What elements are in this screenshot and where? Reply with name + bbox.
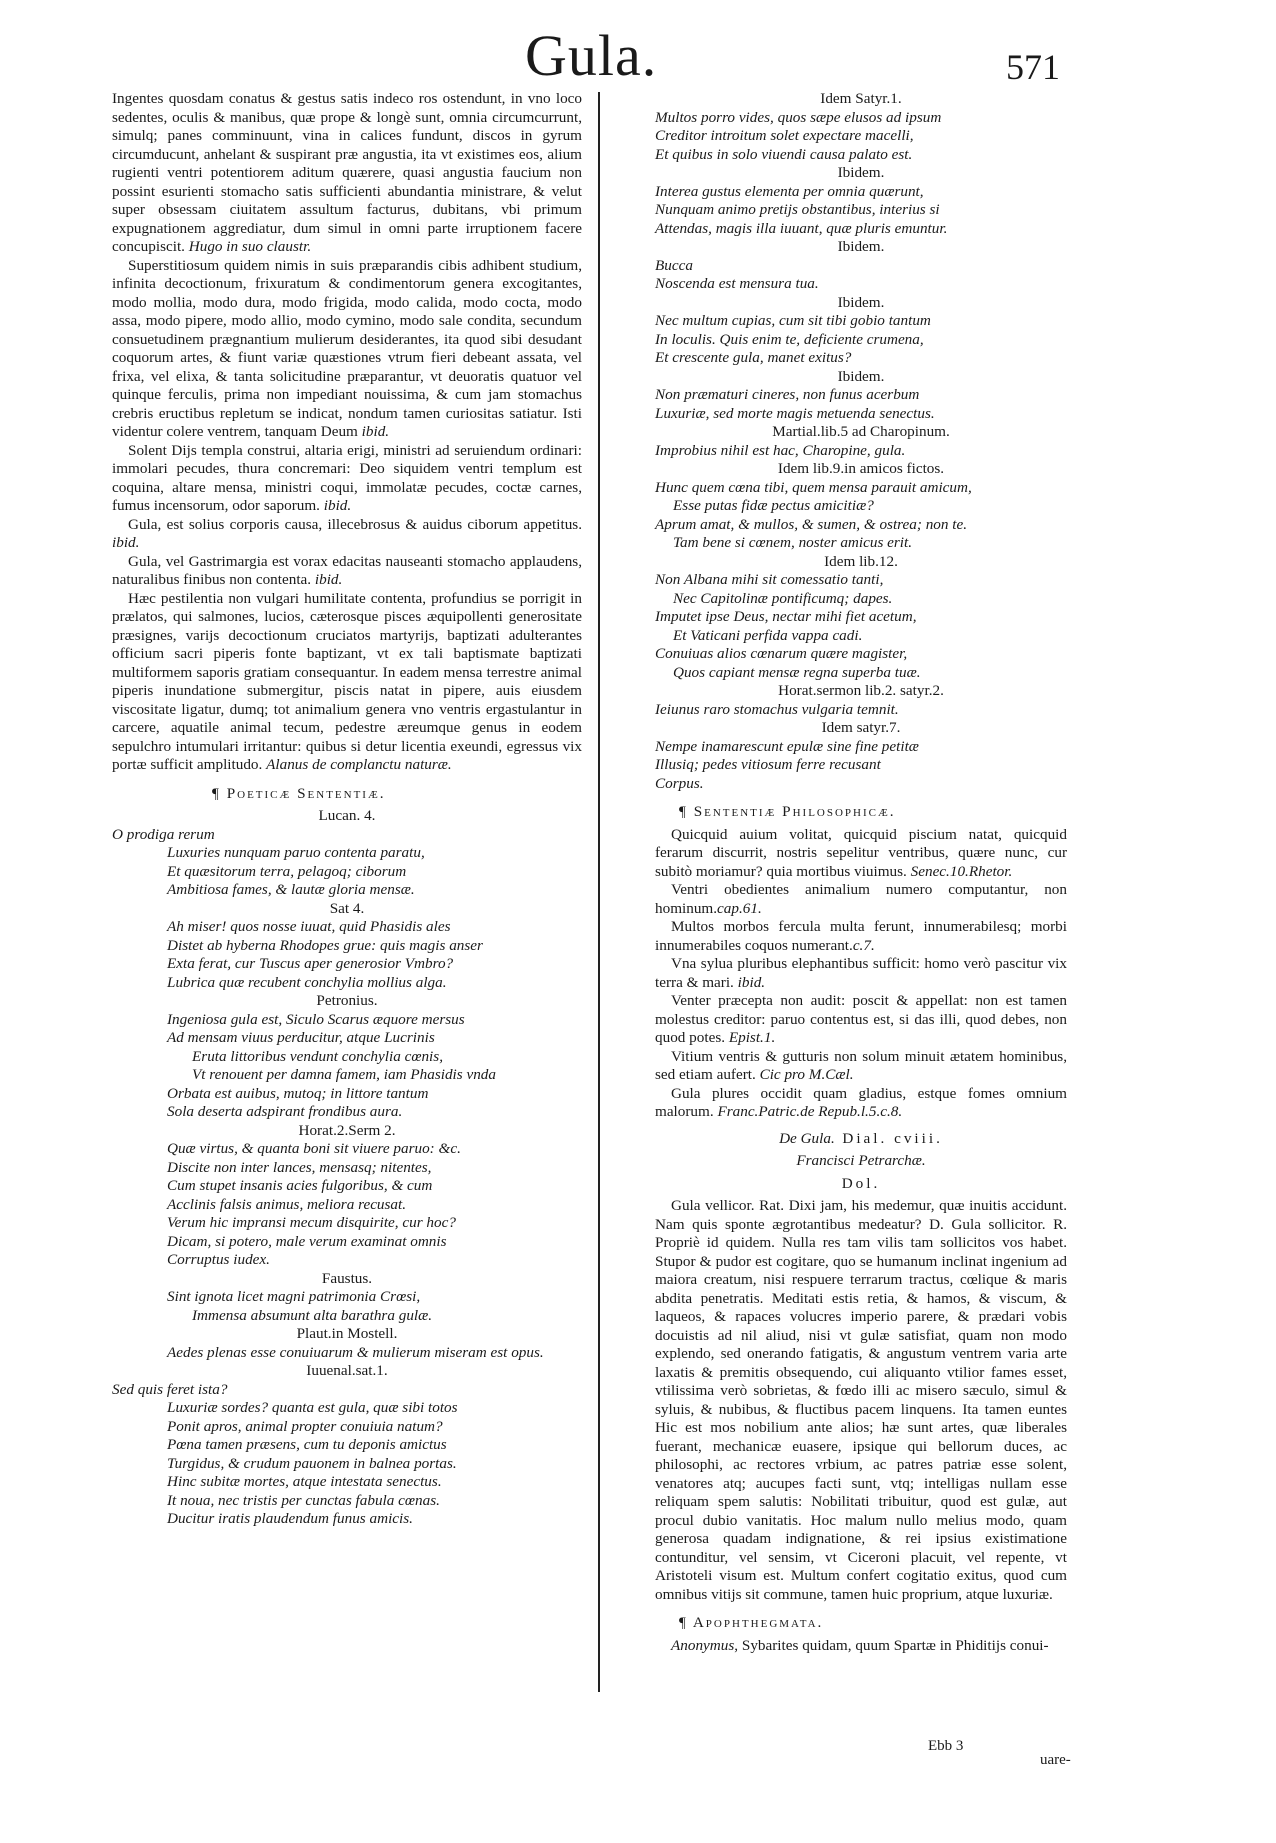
verse-line: Nec Capitolinæ pontificumq; dapes. [673, 589, 893, 607]
source-heading: Ibidem. [837, 238, 885, 255]
verse-line: Conuiuas alios cœnarum quære magister, [655, 645, 908, 662]
verse-line: Dicam, si potero, male verum examinat omnis [167, 1232, 447, 1250]
verse-line: Ambitiosa fames, & lautæ gloria mensæ. [167, 881, 415, 898]
right-column [655, 90, 1067, 1655]
verse-line: O prodiga rerum [112, 825, 215, 843]
marginal-word: Bucca [655, 256, 693, 274]
verse-line: Et Vaticani perfida vappa cadi. [673, 626, 863, 644]
verse-line: Aedes plenas esse conuiuarum & mulierum miseram est opus. [167, 1343, 544, 1361]
verse-line: Non præmaturi cineres, non funus acerbum [655, 386, 920, 403]
verse-line: Ingeniosa gula est, Siculo Scarus æquore mersus [167, 1010, 465, 1028]
verse-line: Tam bene si cœnem, noster amicus erit. [673, 534, 913, 551]
verse-line: Discite non inter lances, mensasq; nitentes, [167, 1158, 432, 1176]
source-heading: Petronius. [316, 992, 378, 1009]
verse-line: Improbius nihil est hac, Charopine, gula. [655, 441, 906, 459]
left-column [112, 90, 582, 1529]
verse-line: Ieiunus raro stomachus vulgaria temnit. [655, 700, 899, 718]
paragraph: Solent Dijs templa construi, altaria erigi, ministri ad seruiendum ordinari: immolari pecudes, thura concremari: Deo siquidem ventri templum est coquina, altare mensa, ministri coqui, immolatæ pecudes, coctæ carnes, fumus incensorum, odor saporum. ibid. [112, 441, 582, 514]
verse-line: Sed quis feret ista? [112, 1380, 228, 1398]
source-heading: Idem lib.12. [824, 552, 898, 570]
source-heading: Faustus. [321, 1269, 373, 1287]
paragraph: Ventri obedientes animalium numero computantur, non hominum.cap.61. [655, 881, 1067, 917]
verse-line: Multos porro vides, quos sæpe elusos ad ipsum [655, 108, 942, 126]
verse-line: Noscenda est mensura tua. [655, 275, 819, 292]
verse-line: Quos capiant mensæ regna superba tuæ. [673, 663, 921, 681]
source-heading: Idem lib.9.in amicos fictos. [777, 460, 945, 477]
page-number: 571 [1006, 47, 1060, 87]
verse-line: Pœna tamen præsens, cum tu deponis amictus [167, 1436, 447, 1453]
verse-line: Ducitur iratis plaudendum funus amicis. [167, 1510, 413, 1527]
paragraph: Ingentes quosdam conatus & gestus satis indeco ros ostendunt, in vno loco sedentes, oculis & manibus, quæ prope & longè sunt, omnia circumcurrunt, simulq; panes comminuunt, vina in calices fundunt, discos in gyrum circumducunt, anhelant & suspirant præ angustia, ita vt existimes eos, alium rugienti ventri potentiorem aditum quærere, quasi angustia faucium non possint esurienti stomacho satis sufficienti abundantia ministrare, & velut super obsessam ciuitatem assultum facturus, dubitans, vbi primum expugnationem aggrediatur, dum simul in omni parte irruptionem facere concupiscit. Hugo in suo claustr. [112, 90, 582, 255]
verse-line: Attendas, magis illa iuuant, quæ pluris emuntur. [655, 219, 948, 237]
source-heading: Ibidem. [837, 367, 885, 385]
verse-line: Distet ab hyberna Rhodopes grue: quis magis anser [167, 936, 483, 954]
verse-line: Ponit apros, animal propter conuiuia natum? [167, 1417, 443, 1435]
verse-line: Aprum amat, & mullos, & sumen, & ostrea; non te. [655, 515, 968, 533]
verse-line: Immensa absumunt alta barathra gulæ. [192, 1306, 433, 1324]
verse-line: Ad mensam viuus perducitur, atque Lucrinis [167, 1029, 435, 1046]
source-heading: Horat.sermon lib.2. satyr.2. [778, 682, 944, 699]
source-heading: Ibidem. [837, 164, 885, 181]
source-heading: Martial.lib.5 ad Charopinum. [772, 423, 950, 440]
verse-line: Luxuries nunquam paruo contenta paratu, [167, 844, 425, 861]
dialogue-heading: De Gula. Dial. cviii. [779, 1129, 943, 1147]
speaker-heading: Dol. [841, 1174, 881, 1192]
verse-line: Verum hic impransi mecum disquirite, cur hoc? [167, 1214, 456, 1231]
source-heading: Idem satyr.7. [821, 719, 901, 736]
verse-line: Interea gustus elementa per omnia quærunt, [655, 182, 924, 200]
verse-line: Hunc quem cœna tibi, quem mensa parauit amicum, [655, 478, 972, 496]
paragraph: Hæc pestilentia non vulgari humilitate contenta, profundius se porrigit in prælatos, qui salmones, lucios, cæterosque pisces æquipollenti generositate præsignes, varijs decoctionum cruciatos martyrijs, baptizati adulterantes officium sacri piperis fonte baptizant, vt ex tali baptismate baptizati multiformem saporis gratiam consequantur. In eadem mensa terrestre animal piperis inundatione submergitur, piscis natat in pipere, auis eiusdem viscositate ligatur, dumq; tot animalium genera vno ventris ergastulantur in carcere, aquatile animal tecum, pedestre æreumque genus in eodem sepulchro intumulari irritantur: quibus si detur licentia exeundi, egressus vix portæ sufficit amplitudo. Alanus de complanctu naturæ. [112, 589, 582, 773]
page-title: Gula. [525, 23, 658, 88]
verse-line: Illusiq; pedes vitiosum ferre recusant [655, 756, 881, 773]
verse-line: Ah miser! quos nosse iuuat, quid Phasidis ales [167, 918, 451, 935]
source-heading: Plaut.in Mostell. [296, 1325, 398, 1342]
section-heading: ¶ Poeticæ Sententiæ. [212, 784, 386, 802]
verse-line: Esse putas fidæ pectus amicitiæ? [673, 497, 874, 514]
dialogue-text: Gula vellicor. Rat. Dixi jam, his medemur, quæ inuitis accidunt. Nam quis sponte ægrotantibus medeatur? D. Gula sollicitor. R. Propriè id quidem. Nulla res tam vilis tam sollicitos vos habet. Stupor & pudor est cogitare, quo se humanum inclinat ingenium ad maiora creatum, nisi respuere terrarum tractus, cœlique & maris abdita penetratis. Meditati estis retia, & hamos, & viscum, & laqueos, & rapaces volucres imperio parere, & prædari vobis docuistis ad nil aliud, nisi vt gulæ satisfiat, quam non modo explendo, sed onerando fatigatis, & angustum ventrem varia arte laxatis & premitis obsequendo, cui aliquanto vtilior fames esset, vtilissima verò sobrietas, & fœdo illi ac misero sæculo, simul & syluis, & nubibus, & fluctibus pacem linquens. Ita tamen euntes Hic est mos nobilium ante alios; hæ sunt artes, quæ liberales fuerant, mechanicæ euasere, ipsique qui bellorum duces, ac philosophi, ac rectores vrbium, ac patres patriæ esse solent, venatores atq; aucupes facti sunt, vtq; intelligas nullam esse reliquam spem salutis: Nobilitati tribuitur, quod est gulæ, aut procul dubio vanitatis. Hoc malum nullo melius modo, quam generosa quadam indignatione, & rei ipsius existimatione contunditur, vel sensim, vt Ciceroni placuit, vel repente, vt Aristoteli visum est. Multum confert cogitatio exitus, quod cum omnibus vitijs sit commune, tamen huic proprium, atque luxuriæ. [655, 1197, 1067, 1603]
paragraph: Gula plures occidit quam gladius, estque fomes omnium malorum. Franc.Patric.de Repub.l.5.c.8. [655, 1084, 1067, 1120]
verse-line: Sola deserta adspirant frondibus aura. [167, 1103, 403, 1120]
verse-line: Nec multum cupias, cum sit tibi gobio tantum [655, 312, 931, 329]
verse-line: Nunquam animo pretijs obstantibus, interius si [655, 201, 940, 218]
verse-line: Lubrica quæ recubent conchylia mollius alga. [167, 973, 447, 991]
signature-mark: Ebb 3 [928, 1738, 964, 1754]
verse-line: Imputet ipse Deus, nectar mihi fiet acetum, [655, 608, 917, 625]
verse-line: In loculis. Quis enim te, deficiente crumena, [655, 330, 924, 348]
section-heading: ¶ Sententiæ Philosophicæ. [679, 803, 896, 820]
verse-line: Creditor introitum solet expectare macelli, [655, 127, 914, 144]
verse-line: Quæ virtus, & quanta boni sit viuere paruo: &c. [167, 1140, 461, 1157]
source-heading: Lucan. 4. [318, 807, 376, 824]
column-divider [598, 92, 600, 1692]
paragraph: Anonymus, Sybarites quidam, quum Spartæ in Phiditijs conui- [671, 1636, 1049, 1654]
verse-line: Non Albana mihi sit comessatio tanti, [655, 571, 884, 588]
verse-line: Eruta littoribus vendunt conchylia cœnis, [192, 1047, 443, 1065]
verse-line: Et quibus in solo viuendi causa palato est. [655, 145, 913, 163]
paragraph: Multos morbos fercula multa ferunt, innumerabilesq; morbi innumerabiles coquos numerant.c.7. [655, 918, 1067, 954]
verse-line: Corruptus iudex. [167, 1251, 270, 1268]
verse-line: It noua, nec tristis per cunctas fabula cœnas. [167, 1491, 440, 1509]
paragraph: Gula, vel Gastrimargia est vorax edacitas nauseanti stomacho applaudens, naturalibus finibus non contenta. ibid. [112, 552, 582, 588]
verse-line: Cum stupet insanis acies fulgoribus, & cum [167, 1177, 433, 1194]
section-heading: ¶ Apophthegmata. [679, 1614, 824, 1631]
verse-line: Corpus. [655, 774, 704, 792]
verse-line: Et quæsitorum terra, pelagoq; ciborum [167, 862, 407, 880]
paragraph: Vna sylua pluribus elephantibus sufficit: homo verò pascitur vix terra & mari. ibid. [655, 955, 1067, 991]
catchword: uare- [1040, 1752, 1071, 1768]
verse-line: Luxuriæ sordes? quanta est gula, quæ sibi totos [167, 1399, 458, 1416]
source-heading: Ibidem. [837, 293, 885, 311]
paragraph: Venter præcepta non audit: poscit & appellat: non est tamen molestus creditor: paruo contentus est, si das illi, quod debes, non quod potes. Epist.1. [655, 992, 1067, 1046]
verse-line: Sint ignota licet magni patrimonia Crœsi, [167, 1288, 421, 1305]
source-heading: Horat.2.Serm 2. [298, 1121, 396, 1139]
source-heading: Idem Satyr.1. [820, 90, 902, 107]
paragraph: Quicquid auium volitat, quicquid piscium natat, quicquid ferarum discurrit, nostris sepelitur ventribus, quære nunc, cur subitò moriamur? quia mortibus viuimus. Senec.10.Rhetor. [655, 825, 1067, 880]
verse-line: Turgidus, & crudum pauonem in balnea portas. [167, 1454, 457, 1472]
verse-line: Orbata est auibus, mutoq; in littore tantum [167, 1084, 429, 1102]
paragraph: Gula, est solius corporis causa, illecebrosus & auidus ciborum appetitus. ibid. [112, 515, 582, 551]
verse-line: Nempe inamarescunt epulæ sine fine petitæ [655, 737, 919, 755]
verse-line: Luxuriæ, sed morte magis metuenda senectus. [655, 404, 935, 422]
author-heading: Francisci Petrarchæ. [796, 1152, 926, 1169]
paragraph: Superstitiosum quidem nimis in suis præparandis cibis adhibent studium, infinita decoctionum, frixuratum & condimentorum genera excogitantes, modo mollia, modo dura, modo frigida, modo calida, modo cocta, modo assa, modo pipere, modo allio, modo cymino, modo sale condita, secundum consuetudinem prægnantium mulierum desiderantes, ita quod sibi desudant coquorum artes, & fiunt variæ quæstiones vtrum fieri debeant assata, vel frixa, vel elixa, & tanta solicitudine præparantur, vt deuoratis quatuor vel quinque ferculis, prima non impediant nouissima, & cum jam stomachus crebris eructibus repletum se indicat, nondum tamen curiositas satiatur. Isti videntur colere ventrem, tanquam Deum ibid. [112, 256, 582, 440]
verse-line: Vt renouent per damna famem, iam Phasidis vnda [192, 1066, 496, 1083]
source-heading: Iuuenal.sat.1. [306, 1362, 388, 1379]
verse-line: Exta ferat, cur Tuscus aper generosior Vmbro? [167, 955, 454, 972]
verse-line: Hinc subitæ mortes, atque intestata senectus. [167, 1473, 442, 1490]
source-heading: Sat 4. [329, 899, 365, 917]
verse-line: Acclinis falsis animus, meliora recusat. [167, 1195, 407, 1213]
paragraph: Vitium ventris & gutturis non solum minuit ætatem hominibus, sed etiam aufert. Cic pro M.Cæl. [655, 1047, 1067, 1083]
verse-line: Et crescente gula, manet exitus? [655, 349, 852, 366]
